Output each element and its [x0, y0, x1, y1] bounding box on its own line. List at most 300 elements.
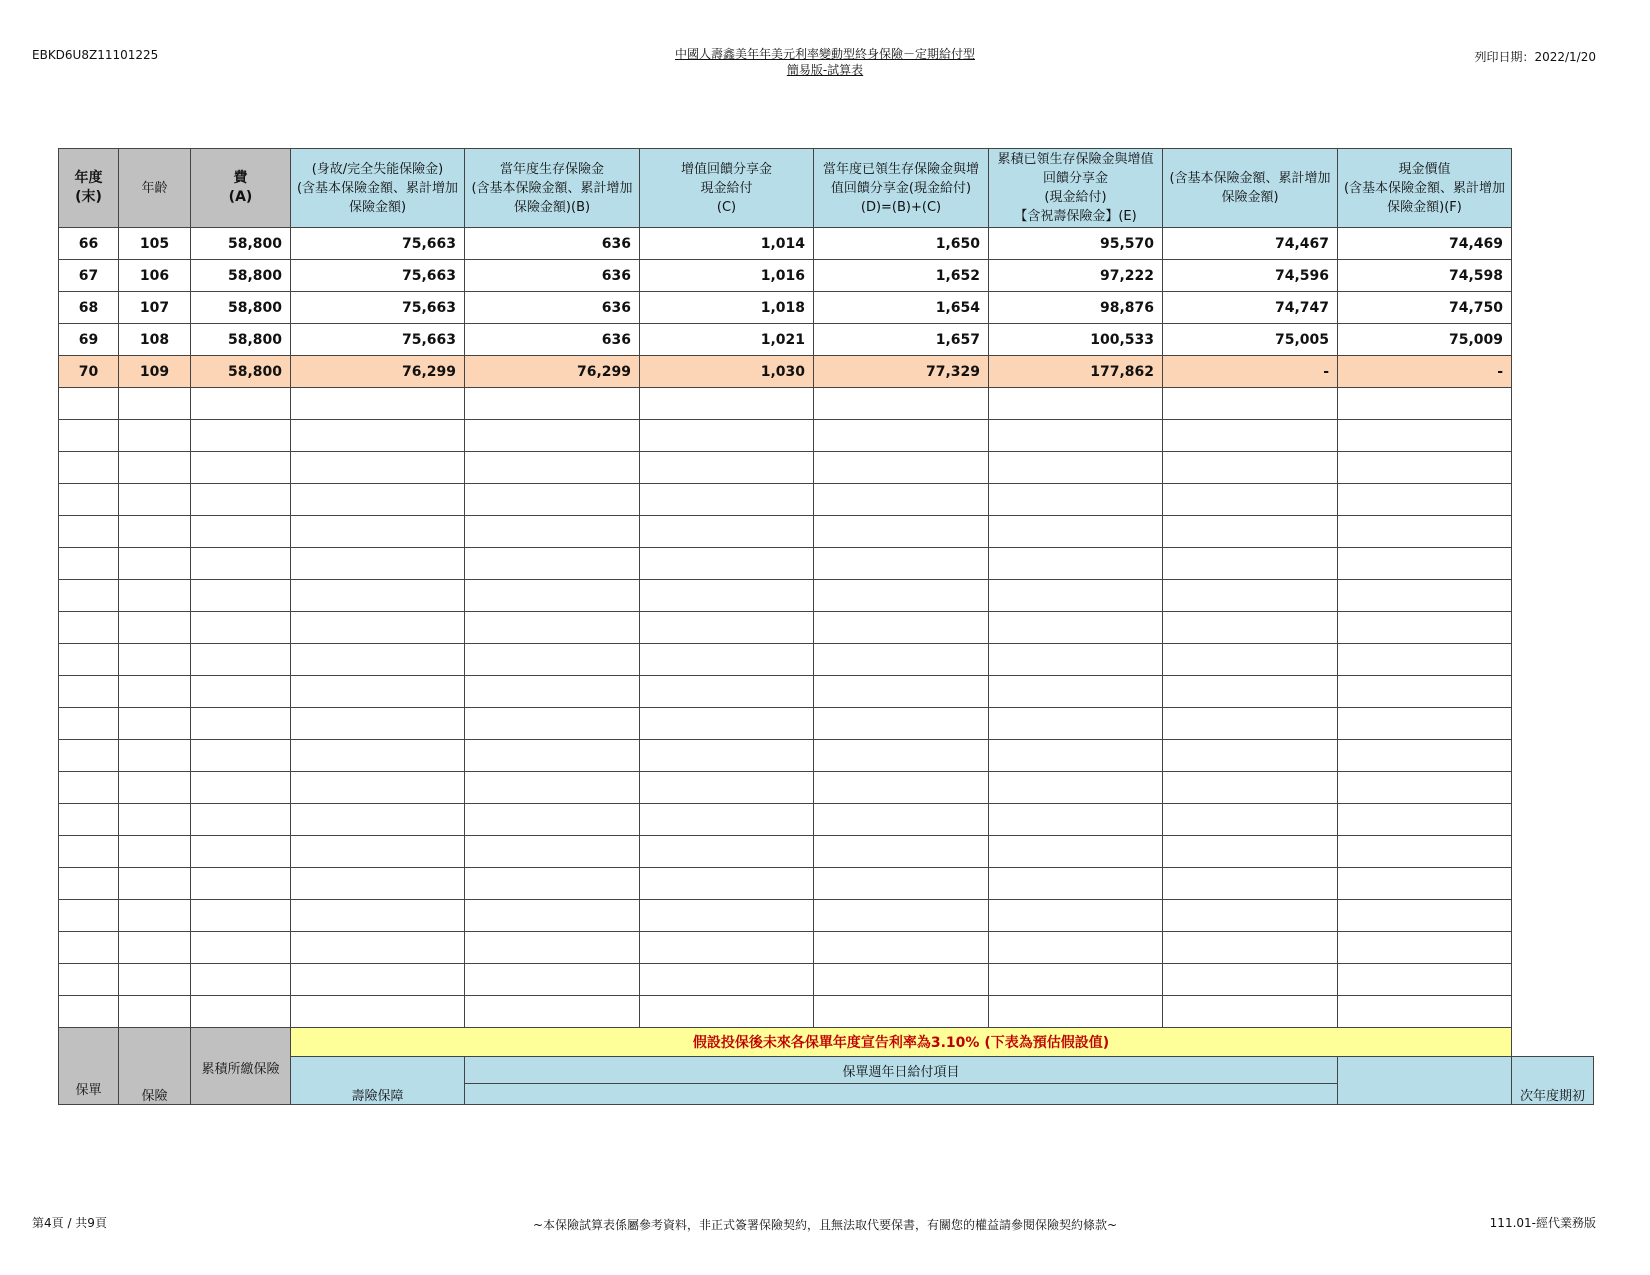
empty-cell [59, 420, 119, 452]
empty-cell [1163, 868, 1338, 900]
empty-cell [1163, 964, 1338, 996]
col-header-next-cash-value: 現金價值 (含基本保險金額、累計增加 保險金額)(F) [1338, 149, 1512, 228]
empty-cell [989, 868, 1163, 900]
empty-cell [989, 420, 1163, 452]
empty-cell [640, 804, 814, 836]
empty-cell [191, 644, 291, 676]
empty-cell [291, 708, 465, 740]
cell-cash-value: - [1163, 356, 1338, 388]
empty-cell [191, 996, 291, 1028]
empty-cell [1338, 772, 1512, 804]
empty-cell [59, 996, 119, 1028]
empty-cell [1338, 484, 1512, 516]
empty-cell [59, 644, 119, 676]
empty-cell [291, 932, 465, 964]
empty-row [59, 996, 1594, 1028]
empty-cell [989, 548, 1163, 580]
cell-death-benefit: 75,663 [291, 228, 465, 260]
empty-cell [814, 516, 989, 548]
col-header-year: 年度 (末) [59, 149, 119, 228]
empty-cell [465, 804, 640, 836]
cell-annual-total: 1,652 [814, 260, 989, 292]
cell-bonus: 1,014 [640, 228, 814, 260]
assumption-row [59, 1028, 1594, 1057]
empty-cell [989, 708, 1163, 740]
empty-cell [291, 964, 465, 996]
empty-cell [291, 772, 465, 804]
cell-year: 69 [59, 324, 119, 356]
empty-cell [191, 772, 291, 804]
empty-cell [191, 740, 291, 772]
empty-cell [119, 452, 191, 484]
empty-cell [59, 932, 119, 964]
empty-cell [1163, 548, 1338, 580]
empty-cell [291, 900, 465, 932]
empty-row [59, 452, 1594, 484]
empty-cell [640, 932, 814, 964]
empty-row [59, 676, 1594, 708]
cell-next-cash-value: 74,598 [1338, 260, 1512, 292]
empty-cell [119, 932, 191, 964]
empty-cell [1163, 484, 1338, 516]
empty-cell [1338, 644, 1512, 676]
empty-cell [1163, 804, 1338, 836]
bottom-header-insured: 保險 [119, 1028, 191, 1105]
empty-cell [465, 868, 640, 900]
empty-cell [640, 612, 814, 644]
cell-death-benefit: 75,663 [291, 260, 465, 292]
empty-cell [1338, 868, 1512, 900]
empty-cell [1338, 388, 1512, 420]
empty-cell [1338, 420, 1512, 452]
empty-cell [59, 580, 119, 612]
empty-cell [989, 516, 1163, 548]
empty-row [59, 772, 1594, 804]
empty-cell [465, 548, 640, 580]
empty-cell [59, 548, 119, 580]
cell-cash-value: 74,596 [1163, 260, 1338, 292]
empty-cell [119, 548, 191, 580]
empty-cell [191, 452, 291, 484]
empty-row [59, 836, 1594, 868]
col-header-cumulative: 累積已領生存保險金與增值 回饋分享金 (現金給付) 【含祝壽保險金】(E) [989, 149, 1163, 228]
empty-cell [989, 900, 1163, 932]
empty-cell [989, 388, 1163, 420]
empty-cell [814, 964, 989, 996]
empty-cell [1338, 932, 1512, 964]
empty-cell [465, 964, 640, 996]
cell-survival-benefit: 636 [465, 228, 640, 260]
empty-cell [640, 900, 814, 932]
cell-cash-value: 74,747 [1163, 292, 1338, 324]
empty-cell [119, 996, 191, 1028]
empty-cell [640, 772, 814, 804]
empty-cell [1163, 644, 1338, 676]
empty-cell [814, 932, 989, 964]
empty-cell [59, 708, 119, 740]
empty-row [59, 612, 1594, 644]
cell-year: 68 [59, 292, 119, 324]
page-number: 第4頁 / 共9頁 [32, 1216, 107, 1230]
empty-cell [119, 388, 191, 420]
empty-cell [1338, 900, 1512, 932]
empty-cell [191, 708, 291, 740]
empty-cell [1163, 836, 1338, 868]
empty-cell [191, 388, 291, 420]
empty-cell [465, 740, 640, 772]
empty-cell [1338, 996, 1512, 1028]
empty-cell [191, 612, 291, 644]
col-header-annual-total: 當年度已領生存保險金與增 值回饋分享金(現金給付) (D)=(B)+(C) [814, 149, 989, 228]
cell-age: 105 [119, 228, 191, 260]
cell-death-benefit: 75,663 [291, 292, 465, 324]
empty-cell [814, 868, 989, 900]
empty-cell [989, 580, 1163, 612]
empty-cell [291, 868, 465, 900]
empty-cell [814, 580, 989, 612]
empty-row [59, 868, 1594, 900]
bottom-header-premium: 累積所繳保險 [191, 1028, 291, 1105]
column-header-row [59, 149, 1594, 228]
empty-cell [119, 420, 191, 452]
empty-cell [59, 804, 119, 836]
empty-cell [291, 612, 465, 644]
empty-row [59, 420, 1594, 452]
empty-row [59, 708, 1594, 740]
cell-next-cash-value: 74,750 [1338, 292, 1512, 324]
col-header-cash-value: (含基本保險金額、累計增加 保險金額) [1163, 149, 1338, 228]
empty-cell [1338, 964, 1512, 996]
empty-cell [1163, 996, 1338, 1028]
empty-row [59, 932, 1594, 964]
empty-cell [59, 612, 119, 644]
cell-bonus: 1,018 [640, 292, 814, 324]
empty-cell [119, 580, 191, 612]
col-header-age: 年齡 [119, 149, 191, 228]
empty-cell [814, 900, 989, 932]
empty-cell [1338, 708, 1512, 740]
empty-cell [989, 452, 1163, 484]
empty-cell [640, 868, 814, 900]
empty-cell [465, 388, 640, 420]
empty-cell [59, 484, 119, 516]
empty-cell [59, 900, 119, 932]
table-row [59, 324, 1594, 356]
empty-cell [1163, 772, 1338, 804]
empty-cell [1338, 580, 1512, 612]
empty-cell [1338, 612, 1512, 644]
cell-cumulative: 98,876 [989, 292, 1163, 324]
empty-cell [291, 388, 465, 420]
empty-cell [814, 548, 989, 580]
empty-cell [1338, 676, 1512, 708]
bottom-header-policy: 保單 [59, 1028, 119, 1105]
empty-cell [1163, 580, 1338, 612]
empty-cell [465, 676, 640, 708]
cell-annual-total: 1,650 [814, 228, 989, 260]
empty-row [59, 804, 1594, 836]
empty-cell [640, 644, 814, 676]
empty-cell [1163, 900, 1338, 932]
cell-survival-benefit: 76,299 [465, 356, 640, 388]
empty-cell [1163, 708, 1338, 740]
empty-cell [119, 612, 191, 644]
empty-cell [989, 964, 1163, 996]
empty-cell [119, 644, 191, 676]
empty-cell [640, 996, 814, 1028]
empty-cell [59, 868, 119, 900]
empty-cell [291, 836, 465, 868]
cell-bonus: 1,030 [640, 356, 814, 388]
cell-premium: 58,800 [191, 260, 291, 292]
empty-cell [1338, 740, 1512, 772]
empty-cell [291, 644, 465, 676]
empty-cell [291, 740, 465, 772]
empty-cell [1163, 452, 1338, 484]
table-row [59, 228, 1594, 260]
empty-cell [640, 452, 814, 484]
empty-cell [1338, 452, 1512, 484]
cell-bonus: 1,021 [640, 324, 814, 356]
cell-death-benefit: 75,663 [291, 324, 465, 356]
title-line-2: 簡易版-試算表 [786, 63, 864, 77]
empty-cell [1163, 932, 1338, 964]
empty-cell [465, 420, 640, 452]
empty-cell [291, 484, 465, 516]
empty-cell [291, 580, 465, 612]
empty-cell [989, 836, 1163, 868]
empty-cell [989, 996, 1163, 1028]
empty-cell [989, 804, 1163, 836]
cell-annual-total: 1,657 [814, 324, 989, 356]
empty-cell [1163, 516, 1338, 548]
cell-year: 66 [59, 228, 119, 260]
empty-cell [640, 388, 814, 420]
empty-cell [465, 516, 640, 548]
empty-cell [814, 740, 989, 772]
empty-cell [119, 868, 191, 900]
empty-cell [191, 868, 291, 900]
empty-cell [191, 900, 291, 932]
empty-row [59, 516, 1594, 548]
empty-cell [989, 932, 1163, 964]
cell-bonus: 1,016 [640, 260, 814, 292]
empty-cell [191, 548, 291, 580]
empty-cell [814, 836, 989, 868]
col-header-death-benefit: (身故/完全失能保險金) (含基本保險金額、累計增加 保險金額) [291, 149, 465, 228]
empty-cell [814, 612, 989, 644]
bottom-header-cash-value [1338, 1057, 1512, 1105]
cell-age: 106 [119, 260, 191, 292]
empty-cell [814, 772, 989, 804]
empty-cell [59, 516, 119, 548]
empty-cell [119, 484, 191, 516]
empty-cell [291, 676, 465, 708]
empty-cell [59, 388, 119, 420]
bottom-header-next-year: 次年度期初 [1512, 1057, 1594, 1105]
empty-cell [59, 452, 119, 484]
empty-cell [291, 804, 465, 836]
empty-cell [119, 516, 191, 548]
empty-row [59, 964, 1594, 996]
page-title [0, 46, 1650, 78]
empty-cell [465, 708, 640, 740]
empty-cell [640, 676, 814, 708]
empty-cell [59, 964, 119, 996]
empty-cell [814, 452, 989, 484]
cell-age: 108 [119, 324, 191, 356]
cell-survival-benefit: 636 [465, 324, 640, 356]
cell-age: 107 [119, 292, 191, 324]
cell-next-cash-value: 74,469 [1338, 228, 1512, 260]
empty-cell [989, 740, 1163, 772]
empty-cell [814, 388, 989, 420]
empty-cell [465, 612, 640, 644]
bottom-header-life-cover: 壽險保障 [291, 1057, 465, 1105]
empty-cell [814, 708, 989, 740]
empty-cell [465, 484, 640, 516]
empty-cell [191, 964, 291, 996]
empty-cell [465, 996, 640, 1028]
bottom-header-anniversary-items: 保單週年日給付項目 [465, 1057, 1338, 1084]
empty-cell [640, 548, 814, 580]
assumption-banner: 假設投保後未來各保單年度宣告利率為3.10% (下表為預估假設值) [291, 1028, 1512, 1057]
empty-cell [1163, 388, 1338, 420]
empty-cell [989, 484, 1163, 516]
empty-cell [1338, 836, 1512, 868]
empty-cell [465, 932, 640, 964]
empty-cell [119, 804, 191, 836]
cell-cumulative: 95,570 [989, 228, 1163, 260]
empty-cell [640, 964, 814, 996]
empty-cell [1163, 740, 1338, 772]
empty-cell [119, 740, 191, 772]
table-row [59, 260, 1594, 292]
empty-cell [1338, 516, 1512, 548]
empty-cell [191, 932, 291, 964]
col-header-bonus: 增值回饋分享金 現金給付 (C) [640, 149, 814, 228]
empty-cell [640, 484, 814, 516]
empty-cell [989, 676, 1163, 708]
empty-cell [465, 644, 640, 676]
empty-cell [291, 996, 465, 1028]
col-header-survival-benefit: 當年度生存保險金 (含基本保險金額、累計增加 保險金額)(B) [465, 149, 640, 228]
empty-cell [640, 516, 814, 548]
empty-cell [989, 772, 1163, 804]
cell-cumulative: 177,862 [989, 356, 1163, 388]
title-line-1: 中國人壽鑫美年年美元利率變動型終身保險－定期給付型 [674, 47, 975, 61]
cell-cumulative: 100,533 [989, 324, 1163, 356]
empty-cell [465, 772, 640, 804]
illustration-table [58, 148, 1594, 1104]
cell-survival-benefit: 636 [465, 260, 640, 292]
empty-cell [640, 740, 814, 772]
empty-cell [59, 772, 119, 804]
empty-cell [1163, 612, 1338, 644]
empty-cell [291, 516, 465, 548]
disclaimer-note: ~本保險試算表係屬參考資料，非正式簽署保險契約，且無法取代要保書，有關您的權益請參閱保險契約條款~ [532, 1218, 1118, 1232]
version-label: 111.01-經代業務版 [1489, 1216, 1596, 1230]
empty-cell [814, 644, 989, 676]
empty-row [59, 900, 1594, 932]
empty-cell [119, 676, 191, 708]
cell-premium: 58,800 [191, 324, 291, 356]
cell-premium: 58,800 [191, 292, 291, 324]
empty-cell [640, 836, 814, 868]
cell-annual-total: 1,654 [814, 292, 989, 324]
empty-cell [640, 580, 814, 612]
cell-premium: 58,800 [191, 356, 291, 388]
cell-survival-benefit: 636 [465, 292, 640, 324]
empty-cell [814, 420, 989, 452]
empty-cell [59, 836, 119, 868]
empty-cell [291, 420, 465, 452]
empty-row [59, 740, 1594, 772]
empty-cell [640, 708, 814, 740]
empty-cell [191, 484, 291, 516]
document-id: EBKD6U8Z11101225 [32, 48, 159, 62]
cell-next-cash-value: 75,009 [1338, 324, 1512, 356]
empty-cell [989, 644, 1163, 676]
cell-cumulative: 97,222 [989, 260, 1163, 292]
empty-cell [814, 676, 989, 708]
table-row-final-year [59, 356, 1594, 388]
empty-cell [640, 420, 814, 452]
empty-cell [814, 484, 989, 516]
col-header-premium: 費 (A) [191, 149, 291, 228]
cell-year: 70 [59, 356, 119, 388]
empty-row [59, 644, 1594, 676]
empty-cell [191, 420, 291, 452]
empty-cell [814, 996, 989, 1028]
empty-cell [119, 900, 191, 932]
empty-cell [814, 804, 989, 836]
empty-cell [191, 676, 291, 708]
empty-cell [1338, 804, 1512, 836]
cell-premium: 58,800 [191, 228, 291, 260]
empty-cell [989, 612, 1163, 644]
empty-cell [465, 452, 640, 484]
empty-row [59, 388, 1594, 420]
cell-annual-total: 77,329 [814, 356, 989, 388]
empty-cell [1163, 676, 1338, 708]
empty-cell [465, 836, 640, 868]
empty-cell [59, 676, 119, 708]
empty-cell [119, 964, 191, 996]
empty-cell [191, 804, 291, 836]
cell-cash-value: 74,467 [1163, 228, 1338, 260]
empty-cell [119, 836, 191, 868]
empty-cell [191, 580, 291, 612]
empty-cell [465, 580, 640, 612]
empty-cell [59, 740, 119, 772]
empty-cell [1163, 420, 1338, 452]
empty-cell [119, 708, 191, 740]
empty-cell [465, 900, 640, 932]
cell-death-benefit: 76,299 [291, 356, 465, 388]
cell-next-cash-value: - [1338, 356, 1512, 388]
cell-cash-value: 75,005 [1163, 324, 1338, 356]
empty-cell [291, 452, 465, 484]
table-row [59, 292, 1594, 324]
empty-cell [191, 836, 291, 868]
cell-year: 67 [59, 260, 119, 292]
empty-row [59, 484, 1594, 516]
print-date: 列印日期：2022/1/20 [1474, 50, 1596, 64]
cell-age: 109 [119, 356, 191, 388]
empty-cell [119, 772, 191, 804]
empty-cell [191, 516, 291, 548]
